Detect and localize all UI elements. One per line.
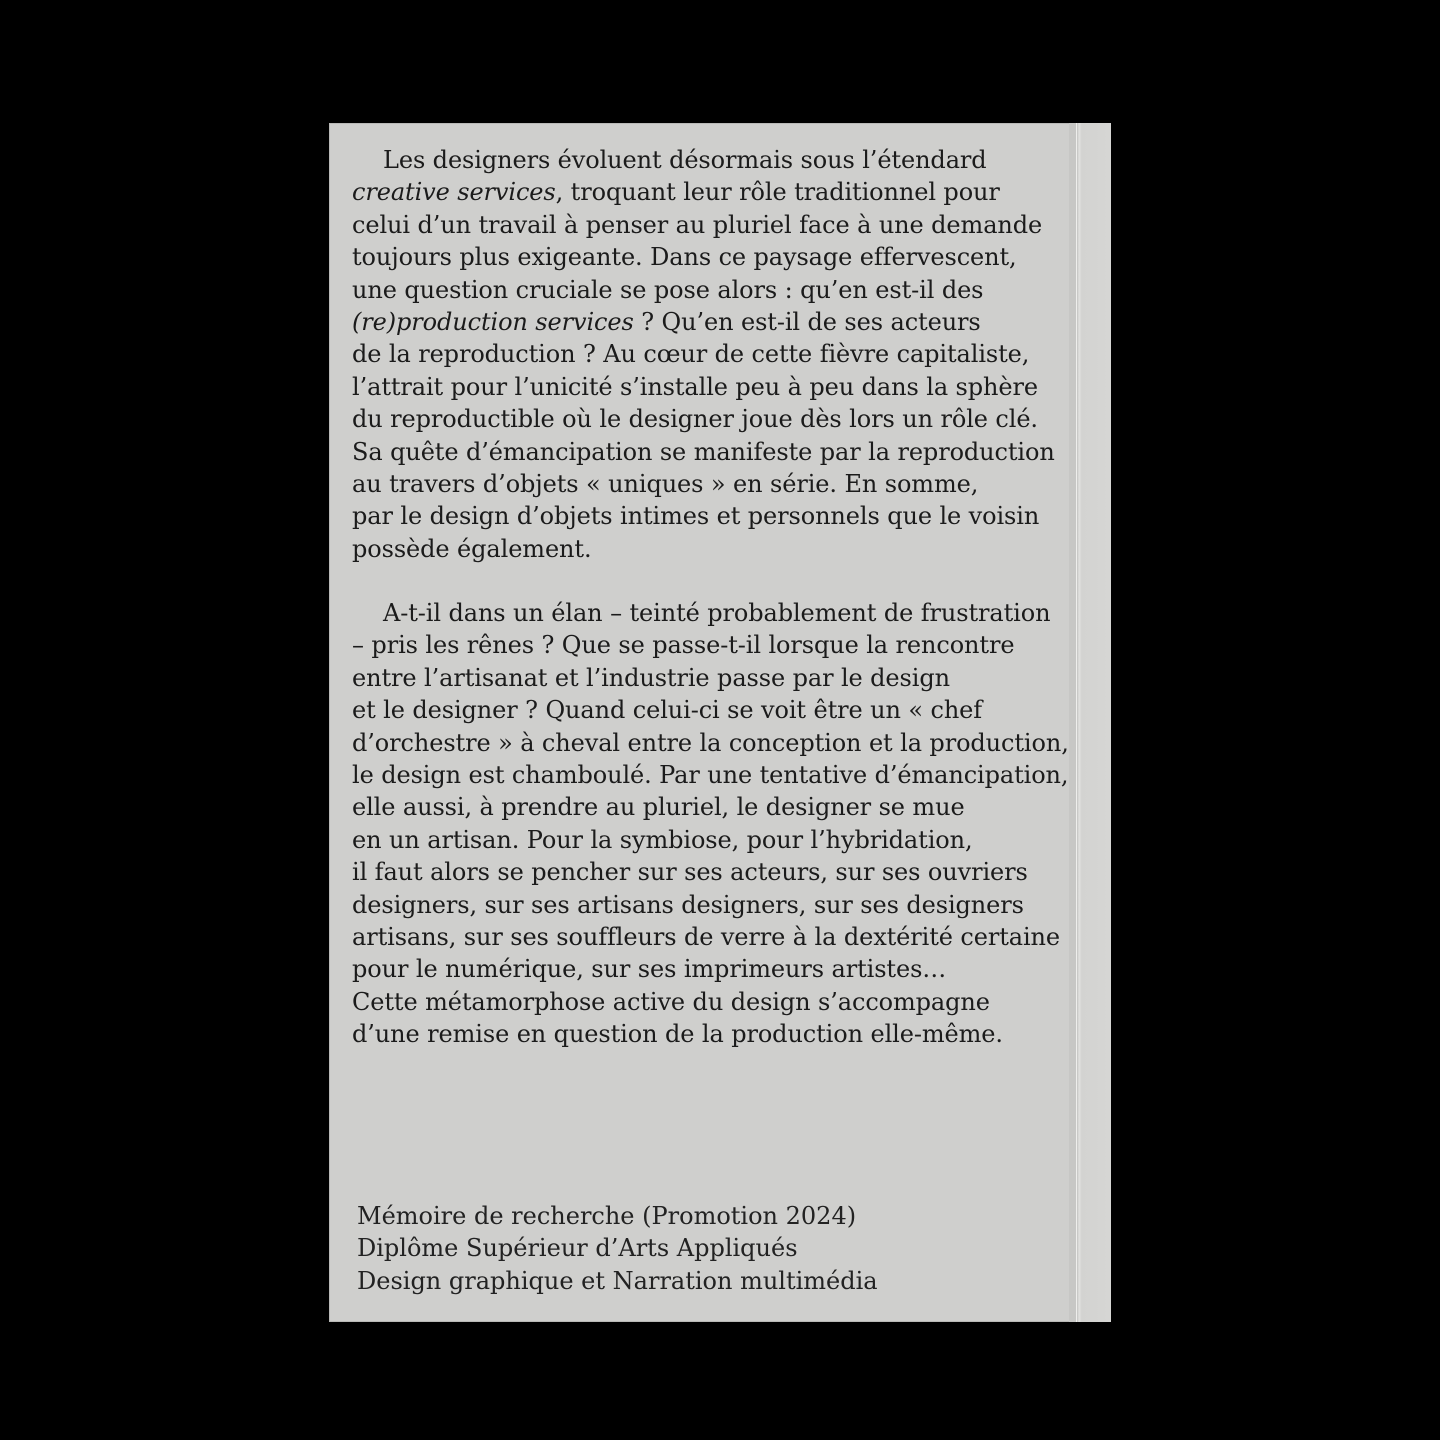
paragraph1-line-rest: ? Qu’en est-il de ses acteurs	[633, 307, 981, 336]
colophon	[357, 1200, 1077, 1297]
paragraph2-line: d’une remise en question de la production elle-même.	[352, 1020, 1003, 1049]
paragraph2-line: Cette métamorphose active du design s’accompagne	[352, 987, 990, 1016]
paragraph1-line: Les designers évoluent désormais sous l’étendard	[383, 146, 987, 174]
paragraph1-line: toujours plus exigeante. Dans ce paysage effervescent,	[352, 243, 1017, 272]
paragraph1-line: une question cruciale se pose alors : qu’en est-il des	[352, 275, 984, 304]
colophon-line: Mémoire de recherche (Promotion 2024)	[357, 1202, 857, 1230]
paragraph1-line: l’attrait pour l’unicité s’installe peu à peu dans la sphère	[352, 372, 1038, 401]
paragraph2-line: le design est chamboulé. Par une tentative d’émancipation,	[352, 761, 1069, 790]
paragraph1-line	[352, 306, 1072, 338]
blurb-text	[352, 144, 1072, 1051]
book-edge-highlight	[1076, 123, 1077, 1322]
paragraph1-line	[352, 176, 1072, 208]
paragraph1-line: par le design d’objets intimes et personnels que le voisin	[352, 502, 1040, 531]
paragraph1-line: celui d’un travail à penser au pluriel face à une demande	[352, 210, 1043, 239]
paragraph2-line: pour le numérique, sur ses imprimeurs artistes…	[352, 955, 947, 984]
paragraph2-line: A-t-il dans un élan – teinté probablement de frustration	[383, 599, 1051, 628]
paragraph2-line: – pris les rênes ? Que se passe-t-il lorsque la rencontre	[352, 631, 1015, 660]
paragraph2-line: artisans, sur ses souffleurs de verre à la dextérité certaine	[352, 922, 1061, 951]
colophon-line: Design graphique et Narration multimédia	[357, 1266, 878, 1295]
paragraph2-line: d’orchestre » à cheval entre la conception et la production,	[352, 728, 1069, 757]
italic-phrase: creative services	[352, 178, 556, 207]
paragraph2-line: et le designer ? Quand celui-ci se voit être un « chef	[352, 696, 983, 725]
paragraph1-line: possède également.	[352, 534, 592, 563]
paragraph1-line: de la reproduction ? Au cœur de cette fièvre capitaliste,	[352, 340, 1030, 369]
paragraph1-line-rest: , troquant leur rôle traditionnel pour	[555, 178, 1000, 207]
colophon-line: Diplôme Supérieur d’Arts Appliqués	[357, 1234, 798, 1263]
paragraph-gap	[352, 565, 1072, 597]
paragraph2-line: il faut alors se pencher sur ses acteurs, sur ses ouvriers	[352, 858, 1028, 887]
book-back-cover	[329, 123, 1111, 1322]
italic-phrase: (re)production services	[352, 307, 634, 336]
paragraph2-line: designers, sur ses artisans designers, sur ses designers	[352, 890, 1024, 919]
paragraph2-line: entre l’artisanat et l’industrie passe par le design	[352, 663, 950, 692]
paragraph1-line: Sa quête d’émancipation se manifeste par la reproduction	[352, 437, 1055, 466]
paragraph1-line: au travers d’objets « uniques » en série. En somme,	[352, 469, 979, 498]
paragraph1-line: du reproductible où le designer joue dès lors un rôle clé.	[352, 405, 1038, 434]
paragraph2-line: elle aussi, à prendre au pluriel, le designer se mue	[352, 793, 965, 822]
paragraph2-line: en un artisan. Pour la symbiose, pour l’hybridation,	[352, 825, 973, 854]
